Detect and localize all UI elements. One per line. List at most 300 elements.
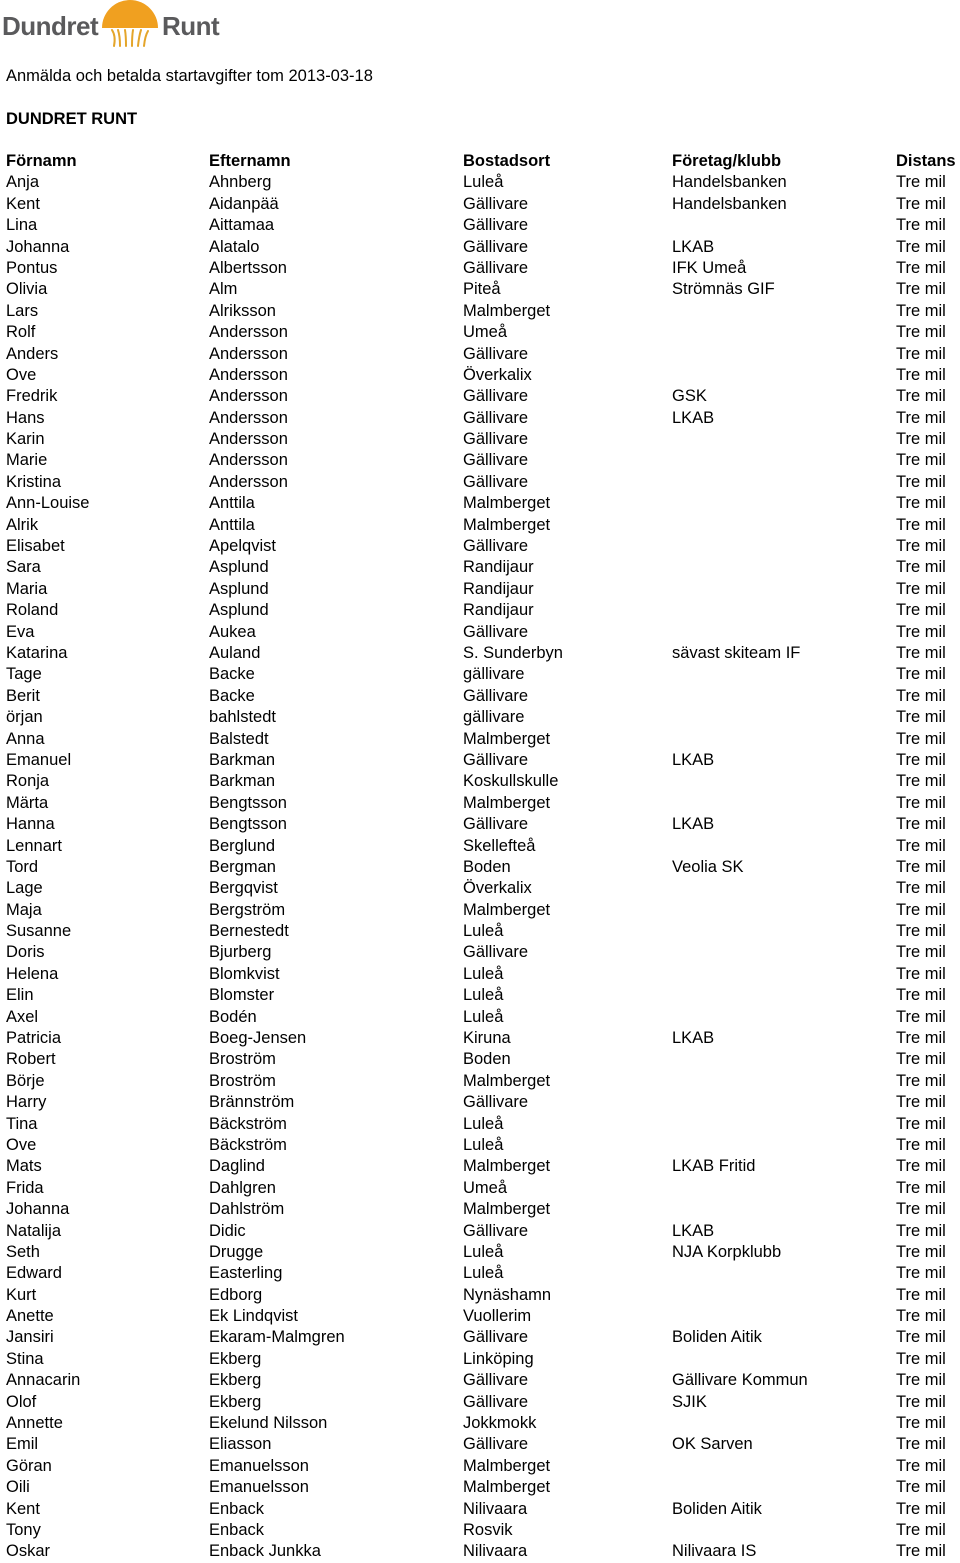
cell-distance: Tre mil [896, 323, 946, 342]
cell-last-name: Bengtsson [209, 815, 287, 834]
table-row [0, 1028, 960, 1049]
cell-last-name: bahlstedt [209, 708, 276, 727]
table-row [0, 771, 960, 792]
cell-last-name: Emanuelsson [209, 1478, 309, 1497]
cell-city: Malmberget [463, 1456, 551, 1475]
cell-last-name: Aittamaa [209, 216, 275, 235]
cell-last-name: Andersson [209, 472, 288, 491]
cell-city: Gällivare [463, 344, 529, 363]
cell-last-name: Bjurberg [209, 943, 272, 962]
cell-distance: Tre mil [896, 408, 946, 427]
cell-last-name: Ekaram-Malmgren [209, 1328, 345, 1347]
cell-first-name: Lage [6, 879, 43, 898]
cell-city: Malmberget [463, 301, 551, 320]
cell-last-name: Bergström [209, 900, 286, 919]
table-row [0, 836, 960, 857]
table-row [0, 1178, 960, 1199]
cell-last-name: Brännström [209, 1093, 295, 1112]
cell-city: Luleå [463, 1114, 504, 1133]
table-row [0, 557, 960, 578]
cell-distance: Tre mil [896, 857, 946, 876]
table-row [0, 365, 960, 386]
cell-last-name: Andersson [209, 344, 288, 363]
cell-first-name: Göran [6, 1456, 52, 1475]
cell-city: Gällivare [463, 537, 529, 556]
cell-distance: Tre mil [896, 686, 946, 705]
table-row [0, 237, 960, 258]
cell-city: Malmberget [463, 494, 551, 513]
cell-city: Gällivare [463, 430, 529, 449]
table-row [0, 322, 960, 343]
cell-club: SJIK [672, 1392, 707, 1411]
cell-last-name: Aidanpää [209, 194, 279, 213]
cell-first-name: Oskar [6, 1542, 51, 1561]
table-row [0, 1306, 960, 1327]
cell-last-name: Anttila [209, 494, 255, 513]
cell-city: Luleå [463, 1242, 504, 1261]
cell-last-name: Andersson [209, 387, 288, 406]
cell-distance: Tre mil [896, 387, 946, 406]
cell-club: LKAB [672, 1029, 715, 1048]
cell-distance: Tre mil [896, 622, 946, 641]
cell-city: Nilivaara [463, 1499, 528, 1518]
cell-distance: Tre mil [896, 1071, 946, 1090]
cell-city: Gällivare [463, 408, 529, 427]
cell-distance: Tre mil [896, 643, 946, 662]
cell-distance: Tre mil [896, 986, 946, 1005]
cell-last-name: Anttila [209, 515, 255, 534]
table-row [0, 1370, 960, 1391]
table-row [0, 258, 960, 279]
cell-last-name: Bergman [209, 857, 276, 876]
logo-word-left: Dundret [2, 11, 99, 41]
cell-first-name: Eva [6, 622, 35, 641]
cell-last-name: Dahlgren [209, 1178, 276, 1197]
cell-city: Gällivare [463, 472, 529, 491]
table-row [0, 579, 960, 600]
cell-first-name: Lennart [6, 836, 62, 855]
table-row [0, 1007, 960, 1028]
cell-distance: Tre mil [896, 1242, 946, 1261]
cell-city: Gällivare [463, 622, 529, 641]
cell-distance: Tre mil [896, 515, 946, 534]
cell-distance: Tre mil [896, 922, 946, 941]
cell-last-name: Enback Junkka [209, 1542, 321, 1561]
cell-last-name: Auland [209, 643, 261, 662]
cell-distance: Tre mil [896, 1349, 946, 1368]
cell-distance: Tre mil [896, 237, 946, 256]
table-row [0, 1434, 960, 1455]
cell-city: Randijaur [463, 558, 534, 577]
table-row [0, 1049, 960, 1070]
cell-last-name: Blomkvist [209, 964, 280, 983]
table-row [0, 793, 960, 814]
cell-club: sävast skiteam IF [672, 643, 801, 662]
cell-last-name: Alatalo [209, 237, 260, 256]
sun-logo-icon [98, 0, 162, 48]
cell-distance: Tre mil [896, 1093, 946, 1112]
cell-city: Gällivare [463, 750, 529, 769]
cell-distance: Tre mil [896, 793, 946, 812]
cell-distance: Tre mil [896, 1521, 946, 1539]
cell-club: Veolia SK [672, 857, 744, 876]
cell-distance: Tre mil [896, 173, 946, 192]
cell-city: Malmberget [463, 729, 551, 748]
cell-city: Gällivare [463, 1371, 529, 1390]
cell-distance: Tre mil [896, 836, 946, 855]
cell-city: Luleå [463, 986, 504, 1005]
cell-last-name: Drugge [209, 1242, 264, 1261]
cell-city: Gällivare [463, 1221, 529, 1240]
cell-distance: Tre mil [896, 1221, 946, 1240]
cell-first-name: Tina [6, 1114, 38, 1133]
cell-city: Gällivare [463, 451, 529, 470]
cell-last-name: Blomster [209, 986, 275, 1005]
table-row [0, 493, 960, 514]
cell-last-name: Enback [209, 1521, 265, 1539]
cell-city: Gällivare [463, 1328, 529, 1347]
cell-distance: Tre mil [896, 729, 946, 748]
cell-distance: Tre mil [896, 1050, 946, 1069]
cell-city: Gällivare [463, 1093, 529, 1112]
cell-distance: Tre mil [896, 430, 946, 449]
cell-last-name: Bengtsson [209, 793, 287, 812]
cell-distance: Tre mil [896, 1114, 946, 1133]
cell-first-name: Annette [6, 1414, 63, 1433]
cell-first-name: Kurt [6, 1285, 37, 1304]
table-row [0, 279, 960, 300]
header-last-name: Efternamn [209, 152, 291, 170]
cell-first-name: Elisabet [6, 537, 65, 556]
cell-first-name: Susanne [6, 922, 72, 941]
cell-first-name: Anders [6, 344, 59, 363]
cell-distance: Tre mil [896, 1264, 946, 1283]
cell-city: Boden [463, 1050, 511, 1069]
cell-first-name: Anna [6, 729, 45, 748]
table-row [0, 215, 960, 236]
table-body [0, 172, 960, 1562]
table-row [0, 1114, 960, 1135]
cell-first-name: Olof [6, 1392, 37, 1411]
cell-city: Luleå [463, 173, 504, 192]
cell-city: Linköping [463, 1349, 534, 1368]
table-row [0, 729, 960, 750]
table-row [0, 750, 960, 771]
cell-distance: Tre mil [896, 1371, 946, 1390]
cell-distance: Tre mil [896, 344, 946, 363]
cell-city: Gällivare [463, 943, 529, 962]
cell-distance: Tre mil [896, 1542, 946, 1561]
cell-last-name: Asplund [209, 558, 269, 577]
cell-first-name: Anette [6, 1307, 54, 1326]
cell-first-name: Emil [6, 1435, 39, 1454]
table-row [0, 344, 960, 365]
cell-last-name: Boeg-Jensen [209, 1029, 307, 1048]
cell-city: Randijaur [463, 601, 534, 620]
cell-last-name: Berglund [209, 836, 276, 855]
logo-word-right: Runt [162, 11, 220, 41]
cell-city: Överkalix [463, 879, 532, 898]
cell-city: Koskullskulle [463, 772, 559, 791]
header-club: Företag/klubb [672, 152, 782, 170]
cell-first-name: Hans [6, 408, 45, 427]
cell-first-name: Axel [6, 1007, 39, 1026]
table-row [0, 857, 960, 878]
cell-distance: Tre mil [896, 194, 946, 213]
cell-last-name: Andersson [209, 430, 288, 449]
table-row [0, 814, 960, 835]
table-row [0, 301, 960, 322]
cell-club: OK Sarven [672, 1435, 753, 1454]
table-row [0, 878, 960, 899]
cell-first-name: Maja [6, 900, 42, 919]
cell-city: Umeå [463, 1178, 508, 1197]
cell-city: Gällivare [463, 237, 529, 256]
cell-last-name: Daglind [209, 1157, 265, 1176]
cell-first-name: Tord [6, 857, 39, 876]
cell-distance: Tre mil [896, 1307, 946, 1326]
cell-club: LKAB Fritid [672, 1157, 756, 1176]
cell-last-name: Andersson [209, 451, 288, 470]
cell-first-name: Rolf [6, 323, 36, 342]
cell-distance: Tre mil [896, 537, 946, 556]
cell-distance: Tre mil [896, 665, 946, 684]
cell-distance: Tre mil [896, 708, 946, 727]
cell-city: Luleå [463, 964, 504, 983]
header-city: Bostadsort [463, 152, 551, 170]
table-row [0, 600, 960, 621]
cell-first-name: Olivia [6, 280, 48, 299]
cell-club: Handelsbanken [672, 194, 787, 213]
cell-first-name: Stina [6, 1349, 44, 1368]
cell-distance: Tre mil [896, 1414, 946, 1433]
cell-club: LKAB [672, 750, 715, 769]
cell-first-name: Frida [6, 1178, 44, 1197]
cell-distance: Tre mil [896, 365, 946, 384]
cell-last-name: Andersson [209, 408, 288, 427]
cell-city: Malmberget [463, 900, 551, 919]
cell-first-name: Börje [6, 1071, 45, 1090]
cell-distance: Tre mil [896, 1285, 946, 1304]
cell-first-name: Alrik [6, 515, 39, 534]
cell-city: Piteå [463, 280, 501, 299]
table-row [0, 1071, 960, 1092]
cell-first-name: Kristina [6, 472, 62, 491]
table-row [0, 1092, 960, 1113]
cell-distance: Tre mil [896, 815, 946, 834]
table-row [0, 686, 960, 707]
cell-distance: Tre mil [896, 494, 946, 513]
cell-city: Rosvik [463, 1521, 513, 1539]
table-row [0, 1499, 960, 1520]
cell-last-name: Aukea [209, 622, 256, 641]
cell-last-name: Andersson [209, 323, 288, 342]
race-title: DUNDRET RUNT [6, 110, 138, 128]
cell-first-name: Ove [6, 365, 37, 384]
cell-first-name: Seth [6, 1242, 40, 1261]
cell-first-name: Anja [6, 173, 40, 192]
cell-city: Nilivaara [463, 1542, 528, 1561]
table-row [0, 1199, 960, 1220]
report-subtitle: Anmälda och betalda startavgifter tom 2013-03-18 [6, 67, 373, 85]
cell-distance: Tre mil [896, 301, 946, 320]
table-row [0, 1392, 960, 1413]
table-row [0, 472, 960, 493]
cell-club: NJA Korpklubb [672, 1242, 782, 1261]
cell-distance: Tre mil [896, 1499, 946, 1518]
cell-last-name: Bodén [209, 1007, 257, 1026]
cell-distance: Tre mil [896, 472, 946, 491]
cell-club: LKAB [672, 408, 715, 427]
table-row [0, 450, 960, 471]
table-row [0, 386, 960, 407]
cell-club: Boliden Aitik [672, 1499, 762, 1518]
table-row [0, 921, 960, 942]
cell-club: LKAB [672, 237, 715, 256]
table-row [0, 1156, 960, 1177]
cell-last-name: Broström [209, 1071, 276, 1090]
registrations-table [0, 151, 960, 1563]
table-row [0, 664, 960, 685]
cell-last-name: Edborg [209, 1285, 263, 1304]
cell-distance: Tre mil [896, 1135, 946, 1154]
table-row [0, 1242, 960, 1263]
cell-first-name: Hanna [6, 815, 55, 834]
table-row [0, 1285, 960, 1306]
table-row [0, 643, 960, 664]
cell-first-name: Harry [6, 1093, 47, 1112]
cell-last-name: Barkman [209, 772, 276, 791]
table-row [0, 1541, 960, 1562]
table-header [0, 151, 960, 172]
header-distance: Distans [896, 152, 956, 170]
cell-city: S. Sunderbyn [463, 643, 563, 662]
cell-city: Vuollerim [463, 1307, 532, 1326]
cell-city: Gällivare [463, 258, 529, 277]
cell-club: Nilivaara IS [672, 1542, 757, 1561]
cell-first-name: Oili [6, 1478, 30, 1497]
cell-city: Överkalix [463, 365, 532, 384]
cell-first-name: Lars [6, 301, 39, 320]
cell-first-name: Kent [6, 194, 40, 213]
cell-last-name: Alriksson [209, 301, 276, 320]
cell-distance: Tre mil [896, 601, 946, 620]
cell-distance: Tre mil [896, 964, 946, 983]
cell-first-name: Elin [6, 986, 34, 1005]
cell-last-name: Ekberg [209, 1349, 262, 1368]
cell-first-name: Kent [6, 1499, 40, 1518]
cell-first-name: Ronja [6, 772, 50, 791]
cell-last-name: Bäckström [209, 1135, 287, 1154]
cell-distance: Tre mil [896, 280, 946, 299]
cell-city: Gällivare [463, 194, 529, 213]
cell-distance: Tre mil [896, 579, 946, 598]
cell-city: Malmberget [463, 793, 551, 812]
cell-club: IFK Umeå [672, 258, 747, 277]
cell-distance: Tre mil [896, 772, 946, 791]
table-row [0, 408, 960, 429]
cell-distance: Tre mil [896, 1435, 946, 1454]
table-row [0, 1520, 960, 1541]
cell-city: Kiruna [463, 1029, 511, 1048]
cell-city: Nynäshamn [463, 1285, 552, 1304]
cell-last-name: Balstedt [209, 729, 269, 748]
cell-distance: Tre mil [896, 1328, 946, 1347]
cell-distance: Tre mil [896, 1178, 946, 1197]
table-row [0, 515, 960, 536]
cell-first-name: Märta [6, 793, 49, 812]
cell-first-name: Edward [6, 1264, 62, 1283]
cell-city: Malmberget [463, 1071, 551, 1090]
cell-city: Gällivare [463, 216, 529, 235]
cell-first-name: Doris [6, 943, 45, 962]
cell-distance: Tre mil [896, 558, 946, 577]
cell-city: gällivare [463, 665, 525, 684]
cell-city: gällivare [463, 708, 525, 727]
cell-distance: Tre mil [896, 216, 946, 235]
cell-city: Gällivare [463, 815, 529, 834]
cell-last-name: Andersson [209, 365, 288, 384]
table-row [0, 942, 960, 963]
table-row [0, 1135, 960, 1156]
cell-city: Umeå [463, 323, 508, 342]
cell-distance: Tre mil [896, 1157, 946, 1176]
cell-city: Malmberget [463, 515, 551, 534]
cell-club: LKAB [672, 815, 715, 834]
table-row [0, 985, 960, 1006]
table-row [0, 1327, 960, 1348]
cell-city: Luleå [463, 1007, 504, 1026]
cell-first-name: Emanuel [6, 750, 72, 769]
cell-last-name: Asplund [209, 601, 269, 620]
cell-first-name: Patricia [6, 1029, 62, 1048]
cell-last-name: Barkman [209, 750, 276, 769]
cell-distance: Tre mil [896, 750, 946, 769]
cell-last-name: Bäckström [209, 1114, 287, 1133]
cell-first-name: Johanna [6, 237, 70, 256]
cell-distance: Tre mil [896, 1029, 946, 1048]
cell-club: Strömnäs GIF [672, 280, 775, 299]
cell-last-name: Ahnberg [209, 173, 272, 192]
table-row [0, 1477, 960, 1498]
cell-first-name: Lina [6, 216, 38, 235]
cell-first-name: Tony [6, 1521, 41, 1539]
cell-first-name: Katarina [6, 643, 68, 662]
cell-first-name: Sara [6, 558, 41, 577]
cell-last-name: Ek Lindqvist [209, 1307, 298, 1326]
cell-first-name: örjan [6, 708, 43, 727]
cell-first-name: Maria [6, 579, 48, 598]
cell-city: Randijaur [463, 579, 534, 598]
cell-distance: Tre mil [896, 1478, 946, 1497]
cell-city: Skellefteå [463, 836, 536, 855]
cell-distance: Tre mil [896, 451, 946, 470]
cell-first-name: Jansiri [6, 1328, 54, 1347]
table-row [0, 1456, 960, 1477]
cell-club: Boliden Aitik [672, 1328, 762, 1347]
cell-first-name: Fredrik [6, 387, 58, 406]
cell-last-name: Enback [209, 1499, 265, 1518]
table-row [0, 172, 960, 193]
cell-club: Gällivare Kommun [672, 1371, 808, 1390]
cell-last-name: Bernestedt [209, 922, 289, 941]
table-row [0, 1263, 960, 1284]
cell-city: Luleå [463, 1135, 504, 1154]
cell-first-name: Marie [6, 451, 48, 470]
cell-city: Gällivare [463, 1392, 529, 1411]
table-row [0, 707, 960, 728]
table-row [0, 1221, 960, 1242]
